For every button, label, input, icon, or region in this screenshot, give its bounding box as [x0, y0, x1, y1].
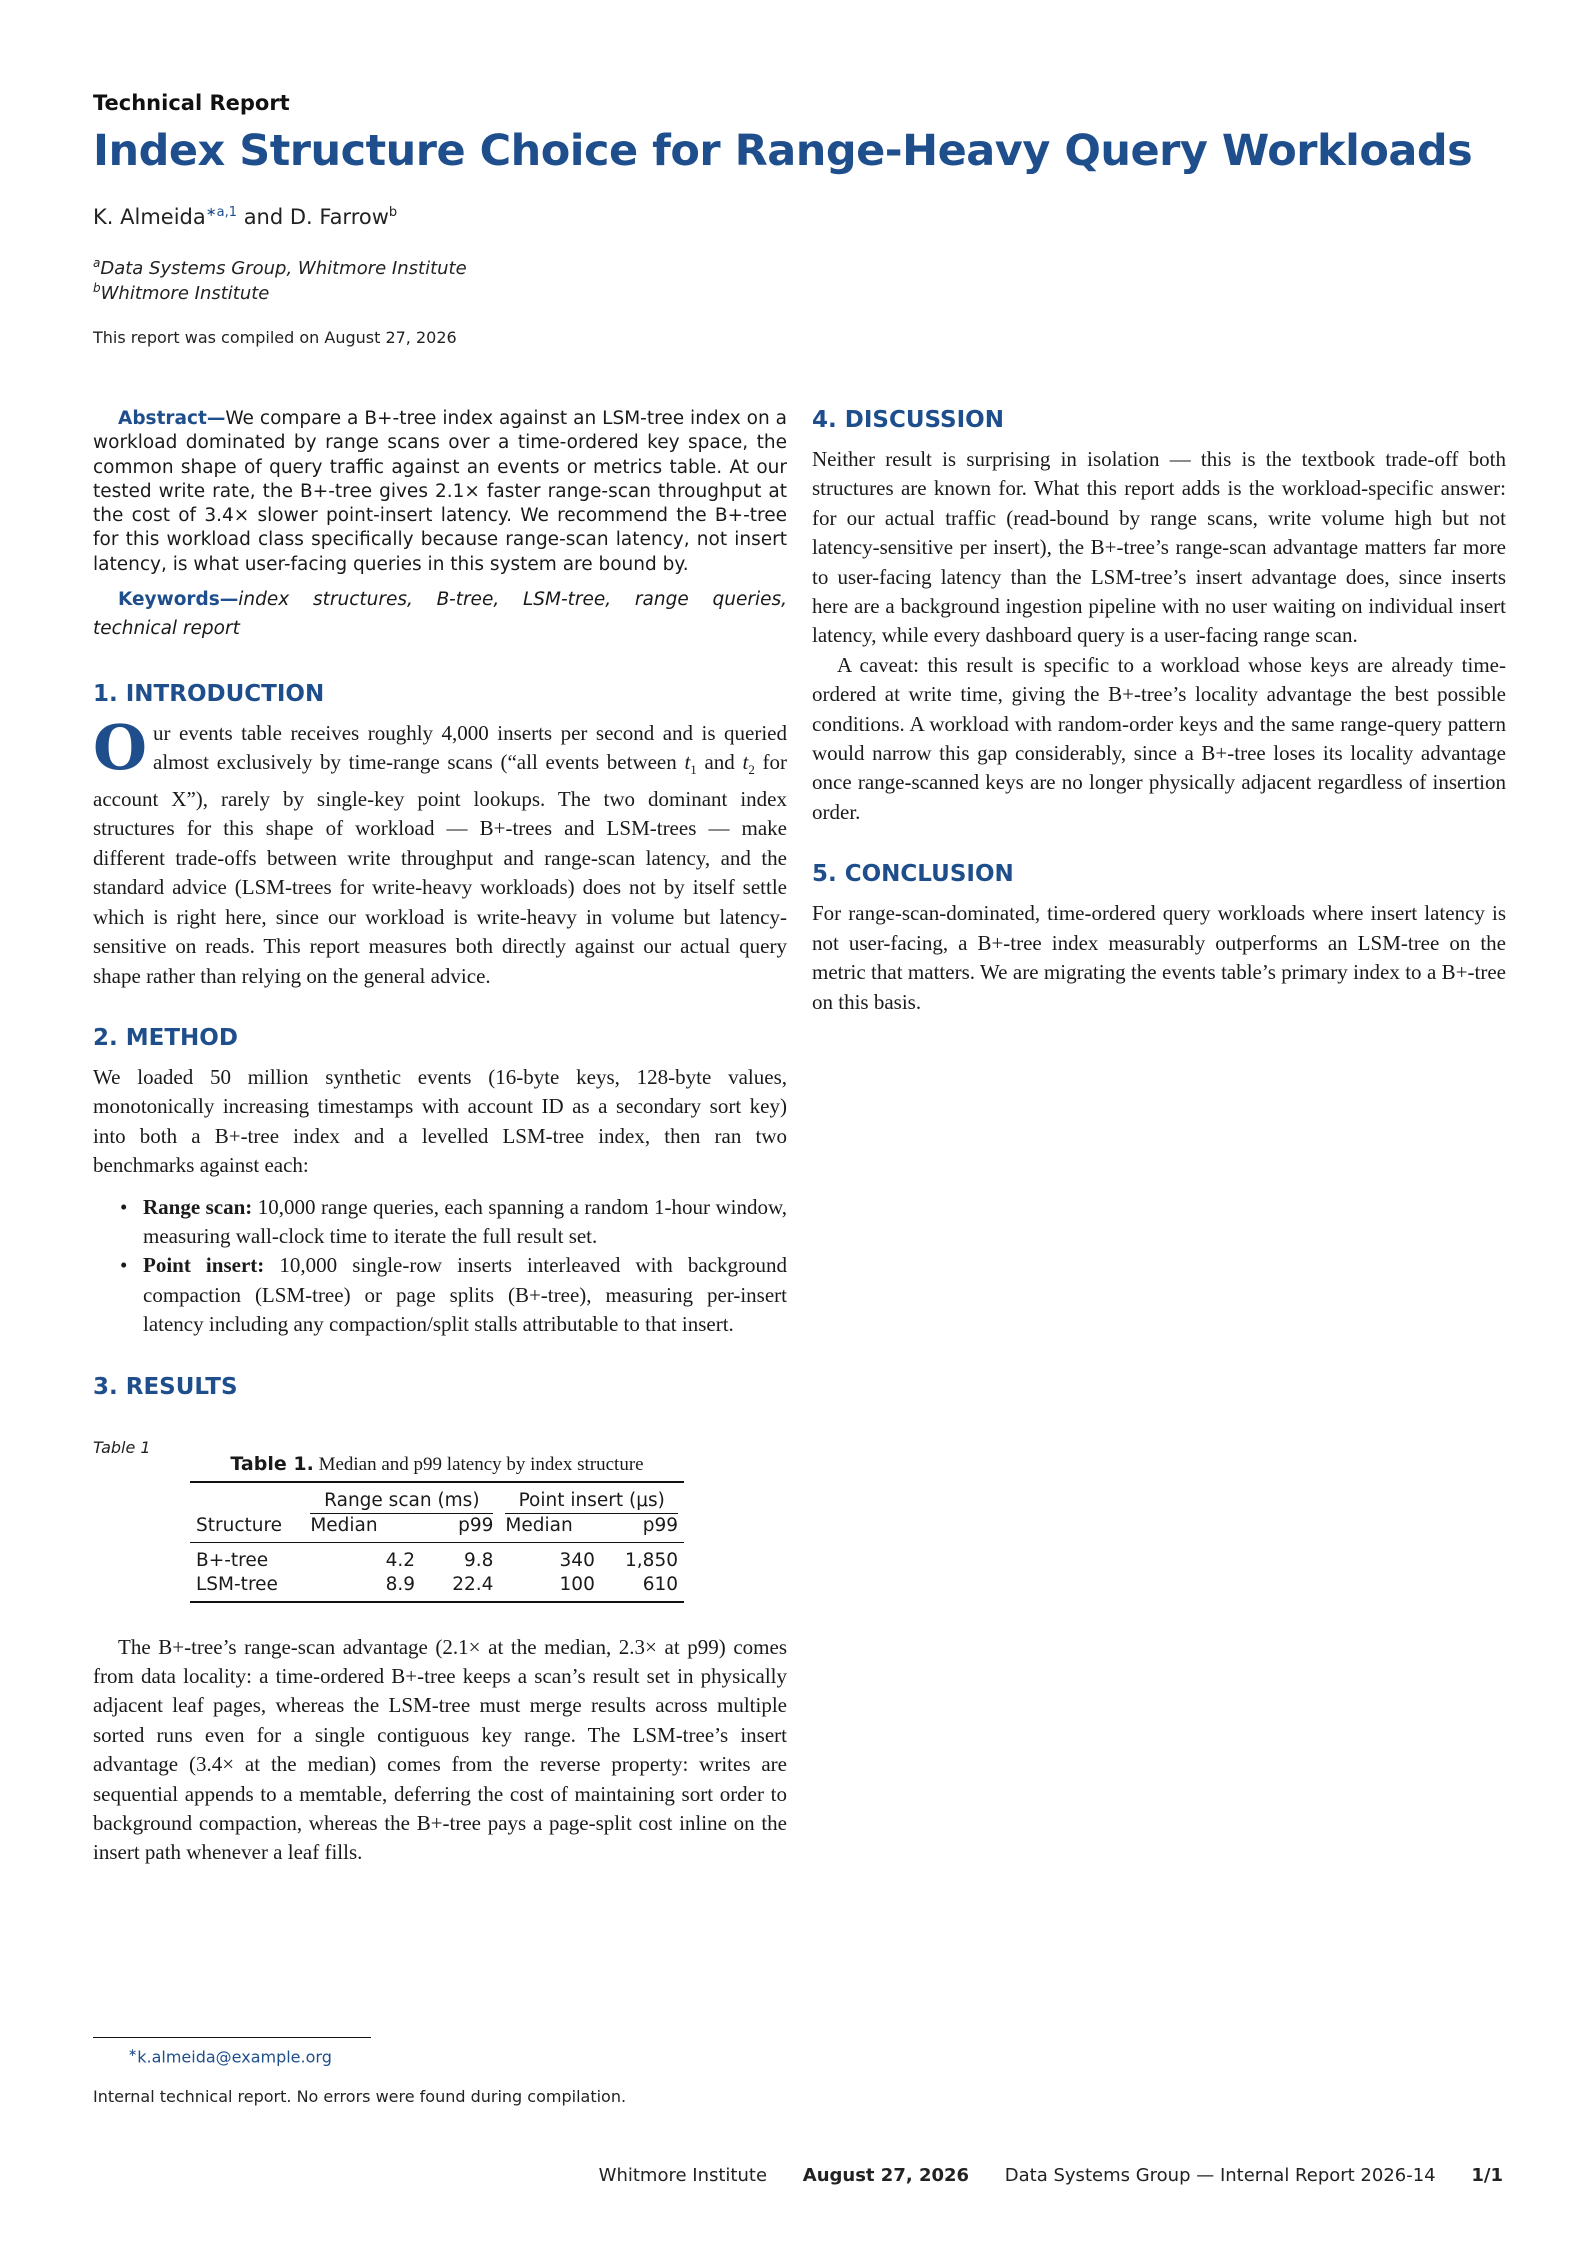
abstract-text: We compare a B+-tree index against an LSM-tree index on a workload dominated by range scans over a time-ordered key space, the common shape of query traffic against an events or metrics table. At our tested write rate, the B+-tree gives 2.1× faster range-scan throughput at the cost of 3.4× slower point-insert latency. We recommend the B+-tree for this workload class specifically because range-scan latency, not insert latency, is what user-facing queries in this system are bound by. — [93, 408, 787, 575]
table-cell: 9.8 — [464, 1549, 494, 1571]
method-paragraph: We loaded 50 million synthetic events (16-byte keys, 128-byte values, monotonically increasing timestamps with account ID as a secondary sort key) into both a B+-tree index and a levelled LSM-tree index, then ran two benchmarks against each: — [93, 1064, 787, 1178]
author-name: D. Farrow — [289, 205, 389, 229]
compiled-date: This report was compiled on August 27, 2026 — [93, 328, 457, 347]
footnote-email[interactable] — [128, 2046, 332, 2066]
group-label-range-scan: Range scan (ms) — [310, 1489, 493, 1514]
affiliation-mark: b — [93, 281, 101, 295]
paper-title: Index Structure Choice for Range-Heavy Query Workloads — [93, 126, 1473, 176]
section-title: INTRODUCTION — [125, 681, 325, 708]
table-header-cell — [190, 1482, 304, 1514]
footnote-mark: ∗ — [128, 2046, 138, 2059]
table-wrap — [190, 1453, 684, 1603]
keywords-text: index structures, B-tree, LSM-tree, range queries, technical report — [93, 589, 787, 640]
math-t: t — [742, 750, 749, 775]
author-marks: ∗a,1 — [205, 205, 237, 220]
footer-date: August 27, 2026 — [802, 2165, 970, 2186]
footer-institute: Whitmore Institute — [598, 2165, 768, 2186]
keywords — [93, 585, 787, 643]
table-cell: 4.2 — [385, 1549, 416, 1571]
list-term: Range scan: — [143, 1194, 253, 1219]
affiliation-b — [93, 283, 269, 304]
footnote-rule — [93, 2037, 371, 2038]
email-link[interactable]: k.almeida@example.org — [137, 2047, 332, 2067]
table-header-cell: Median — [499, 1514, 600, 1543]
section-number: 5. — [812, 861, 837, 888]
table-header-row — [190, 1482, 684, 1514]
results-table — [190, 1481, 684, 1603]
table-cell: LSM-tree — [190, 1573, 304, 1602]
table-cell: 610 — [601, 1573, 684, 1602]
discussion-paragraph: Neither result is surprising in isolation — this is the textbook trade-off both structures are known for. What this report adds is the workload-specific answer: for our actual traffic (read-bound by range scans, write volume high but not latency-sensitive per insert), the B+-tree’s range-scan advantage matters far more to user-facing latency than the LSM-tree’s insert advantage does, since inserts here are a background ingestion pipeline with no user waiting on individual insert latency, while every dashboard query is a user-facing range scan. — [812, 447, 1506, 648]
author-line — [93, 205, 397, 229]
table-header-row — [190, 1514, 684, 1543]
section-title: METHOD — [125, 1024, 238, 1051]
footer-page-number: 1/1 — [1471, 2165, 1503, 2186]
footer-series: Data Systems Group — Internal Report 2026-14 — [1004, 2165, 1436, 2186]
table-cell: 1,850 — [625, 1549, 678, 1571]
abstract-label: Abstract— — [118, 408, 226, 429]
list-item — [143, 1251, 787, 1339]
section-number: 4. — [812, 407, 837, 433]
affiliation-text: Data Systems Group, Whitmore Institute — [100, 258, 467, 279]
table-group-header — [304, 1482, 499, 1514]
table-cell: 22.4 — [421, 1573, 499, 1602]
math-subscript: 2 — [748, 762, 755, 778]
author-name: K. Almeida — [93, 205, 206, 229]
section-title: RESULTS — [125, 1373, 238, 1400]
math-t: t — [684, 750, 691, 775]
table-row — [190, 1573, 684, 1602]
method-list — [93, 1193, 787, 1340]
right-column — [812, 407, 1506, 1017]
abstract — [93, 407, 787, 577]
conclusion-paragraph: For range-scan-dominated, time-ordered query workloads where insert latency is not user-facing, a B+-tree index measurably outperforms an LSM-tree on the metric that matters. We are migrating the events table’s primary index to a B+-tree on this basis. — [812, 901, 1506, 1014]
section-number: 2. — [93, 1024, 118, 1051]
section-heading-introduction — [93, 681, 787, 707]
intro-paragraph — [93, 711, 787, 991]
table-cell: 8.9 — [304, 1573, 421, 1602]
section-title: CONCLUSION — [844, 861, 1014, 888]
left-column — [93, 407, 787, 1868]
math-subscript: 1 — [690, 762, 697, 778]
intro-text: for account X”), rarely by single-key point lookups. The two dominant index structures for this shape of workload — B+-trees and LSM-trees — make different trade-offs between write throughput and range-scan latency, and the standard advice (LSM-trees for write-heavy workloads) does not by itself settle which is right here, since our workload is write-heavy in volume but latency-sensitive on reads. This report measures both directly against our actual query shape rather than relying on the general advice. — [93, 750, 787, 988]
affiliation-mark: a — [93, 256, 101, 270]
report-type: Technical Report — [93, 91, 290, 115]
list-term: Point insert: — [143, 1253, 265, 1278]
results-paragraph: The B+-tree’s range-scan advantage (2.1× at the median, 2.3× at p99) comes from data locality: a time-ordered B+-tree keeps a scan’s result set in physically adjacent leaf pages, whereas the LSM-tree must merge results across multiple sorted runs even for a single contiguous key range. The LSM-tree’s insert advantage (3.4× at the median) comes from the reverse property: writes are sequential appends to a memtable, deferring the cost of maintaining sort order to background compaction, whereas the B+-tree pays a page-split cost inline on the insert path whenever a leaf fills. — [93, 1634, 787, 1865]
intro-text: ur events table receives roughly 4,000 inserts per second and is queried almost exclusively by time-range scans (“all events between — [153, 721, 787, 775]
intro-text: and — [696, 750, 743, 775]
group-label-point-insert: Point insert (μs) — [505, 1489, 678, 1514]
table-group-header — [499, 1482, 684, 1514]
table-header-cell: p99 — [601, 1514, 684, 1543]
table-header-cell: p99 — [421, 1514, 499, 1543]
list-text: 10,000 single-row inserts interleaved with background compaction (LSM-tree) or page splits (B+-tree), measuring per-insert latency including any compaction/split stalls attributable to that insert. — [143, 1253, 787, 1337]
section-heading-method — [93, 1025, 787, 1051]
author-conjunction: and — [243, 205, 284, 229]
affiliation-text: Whitmore Institute — [100, 283, 270, 304]
discussion-paragraph: A caveat: this result is specific to a workload whose keys are already time-ordered at write time, giving the B+-tree’s locality advantage the best possible conditions. A workload with random-order keys and the same range-query pattern would narrow this gap considerably, since a B+-tree loses its locality advantage once range-scanned keys are no longer physically adjacent regardless of insertion order. — [812, 652, 1506, 824]
table-tag: Table 1 — [93, 1437, 151, 1457]
table-cell: 100 — [499, 1573, 600, 1602]
table-header-cell: Median — [304, 1514, 421, 1543]
running-footer — [0, 2165, 1503, 2186]
table-caption-text: Median and p99 latency by index structure — [313, 1453, 644, 1475]
table-cell: 340 — [559, 1549, 595, 1571]
author-marks: b — [388, 205, 398, 220]
table-caption-label: Table 1. — [230, 1452, 314, 1475]
footnote-note: Internal technical report. No errors were found during compilation. — [93, 2087, 627, 2106]
section-heading-discussion — [812, 407, 1506, 433]
section-title: DISCUSSION — [844, 407, 1004, 433]
table-cell: B+-tree — [196, 1549, 269, 1571]
table-block — [93, 1438, 787, 1603]
keywords-label: Keywords— — [118, 589, 239, 611]
section-number: 1. — [93, 681, 118, 708]
list-text: 10,000 range queries, each spanning a random 1-hour window, measuring wall-clock time to iterate the full result set. — [143, 1194, 787, 1248]
section-number: 3. — [93, 1373, 118, 1400]
section-heading-results — [93, 1374, 787, 1400]
affiliation-a — [93, 258, 467, 279]
drop-cap: O — [93, 711, 148, 785]
table-row — [190, 1542, 684, 1573]
list-item — [143, 1193, 787, 1252]
section-heading-conclusion — [812, 861, 1506, 887]
table-caption — [190, 1453, 684, 1476]
table-header-cell: Structure — [190, 1514, 304, 1543]
